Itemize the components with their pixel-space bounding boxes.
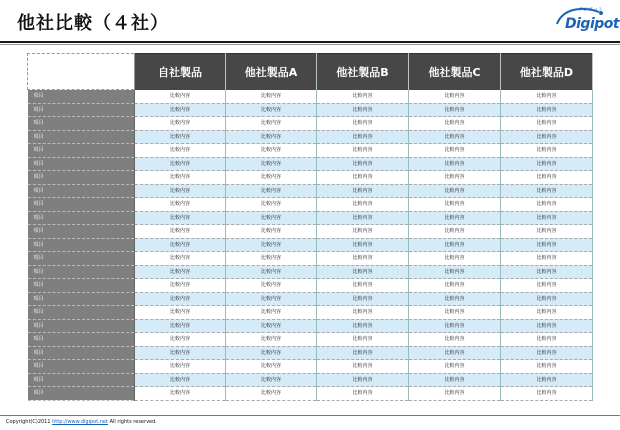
table-cell: 比較内容 <box>135 252 226 266</box>
page-title: 他社比較（４社） <box>17 13 169 34</box>
table-cell: 比較内容 <box>226 90 317 104</box>
copyright-footer <box>6 419 157 425</box>
table-cell: 比較内容 <box>317 387 409 401</box>
row-label: 項目 <box>28 211 135 225</box>
row-label: 項目 <box>28 333 135 347</box>
logo-tagline: デジポット <box>578 7 603 13</box>
table-row <box>28 306 593 320</box>
table-cell: 比較内容 <box>226 265 317 279</box>
table-cell: 比較内容 <box>226 306 317 320</box>
table-cell: 比較内容 <box>317 346 409 360</box>
table-cell: 比較内容 <box>409 117 501 131</box>
table-cell: 比較内容 <box>226 387 317 401</box>
table-cell: 比較内容 <box>135 225 226 239</box>
table-cell: 比較内容 <box>501 198 593 212</box>
table-cell: 比較内容 <box>501 252 593 266</box>
table-cell: 比較内容 <box>317 319 409 333</box>
table-cell: 比較内容 <box>409 387 501 401</box>
table-cell: 比較内容 <box>317 184 409 198</box>
table-cell: 比較内容 <box>226 252 317 266</box>
table-cell: 比較内容 <box>135 319 226 333</box>
table-cell: 比較内容 <box>226 157 317 171</box>
table-cell: 比較内容 <box>501 333 593 347</box>
table-cell: 比較内容 <box>409 103 501 117</box>
row-label: 項目 <box>28 144 135 158</box>
table-row <box>28 319 593 333</box>
table-cell: 比較内容 <box>501 117 593 131</box>
table-cell: 比較内容 <box>135 184 226 198</box>
table-cell: 比較内容 <box>409 306 501 320</box>
table-cell: 比較内容 <box>226 184 317 198</box>
column-header: 他社製品B <box>317 54 409 90</box>
table-row <box>28 157 593 171</box>
table-cell: 比較内容 <box>135 103 226 117</box>
table-cell: 比較内容 <box>501 238 593 252</box>
table-cell: 比較内容 <box>409 319 501 333</box>
row-label: 項目 <box>28 387 135 401</box>
table-cell: 比較内容 <box>317 292 409 306</box>
table-cell: 比較内容 <box>317 360 409 374</box>
table-cell: 比較内容 <box>135 265 226 279</box>
table-row <box>28 265 593 279</box>
table-cell: 比較内容 <box>226 319 317 333</box>
table-cell: 比較内容 <box>226 211 317 225</box>
table-row <box>28 90 593 104</box>
table-cell: 比較内容 <box>135 292 226 306</box>
table-cell: 比較内容 <box>135 306 226 320</box>
row-label: 項目 <box>28 360 135 374</box>
table-cell: 比較内容 <box>226 373 317 387</box>
table-cell: 比較内容 <box>409 198 501 212</box>
logo-name: Digipot <box>565 16 620 32</box>
table-cell: 比較内容 <box>317 198 409 212</box>
table-cell: 比較内容 <box>226 333 317 347</box>
table-cell: 比較内容 <box>409 373 501 387</box>
column-header: 自社製品 <box>135 54 226 90</box>
comparison-table <box>27 53 593 401</box>
table-cell: 比較内容 <box>409 225 501 239</box>
table-cell: 比較内容 <box>135 238 226 252</box>
table-row <box>28 333 593 347</box>
table-cell: 比較内容 <box>409 171 501 185</box>
table-row <box>28 238 593 252</box>
footer-rule <box>0 415 620 416</box>
table-cell: 比較内容 <box>501 360 593 374</box>
table-cell: 比較内容 <box>317 306 409 320</box>
table-cell: 比較内容 <box>135 360 226 374</box>
table-cell: 比較内容 <box>135 346 226 360</box>
table-cell: 比較内容 <box>501 211 593 225</box>
table-cell: 比較内容 <box>317 144 409 158</box>
row-label: 項目 <box>28 252 135 266</box>
table-cell: 比較内容 <box>317 117 409 131</box>
table-cell: 比較内容 <box>226 360 317 374</box>
table-cell: 比較内容 <box>317 252 409 266</box>
table-cell: 比較内容 <box>501 265 593 279</box>
row-label: 項目 <box>28 279 135 293</box>
table-cell: 比較内容 <box>501 103 593 117</box>
row-label: 項目 <box>28 292 135 306</box>
table-cell: 比較内容 <box>501 171 593 185</box>
corner-cell <box>28 54 135 90</box>
table-cell: 比較内容 <box>501 130 593 144</box>
table-cell: 比較内容 <box>501 387 593 401</box>
header-row <box>28 54 593 90</box>
table-cell: 比較内容 <box>135 144 226 158</box>
table-cell: 比較内容 <box>501 319 593 333</box>
website-link[interactable]: http://www.digipot.net <box>52 419 108 425</box>
table-cell: 比較内容 <box>501 184 593 198</box>
table-row <box>28 103 593 117</box>
row-label: 項目 <box>28 346 135 360</box>
table-row <box>28 130 593 144</box>
table-cell: 比較内容 <box>226 292 317 306</box>
table-cell: 比較内容 <box>317 225 409 239</box>
table-cell: 比較内容 <box>409 265 501 279</box>
table-cell: 比較内容 <box>226 171 317 185</box>
table-row <box>28 184 593 198</box>
table-cell: 比較内容 <box>226 238 317 252</box>
copyright-text: Copyright(C)2011 <box>6 419 53 425</box>
table-cell: 比較内容 <box>317 333 409 347</box>
table-cell: 比較内容 <box>501 292 593 306</box>
row-label: 項目 <box>28 130 135 144</box>
row-label: 項目 <box>28 171 135 185</box>
table-row <box>28 198 593 212</box>
row-label: 項目 <box>28 319 135 333</box>
table-cell: 比較内容 <box>409 279 501 293</box>
table-cell: 比較内容 <box>501 225 593 239</box>
table-cell: 比較内容 <box>409 157 501 171</box>
table-cell: 比較内容 <box>501 90 593 104</box>
table-cell: 比較内容 <box>409 144 501 158</box>
rights-text: All rights reserved. <box>107 419 157 425</box>
table-cell: 比較内容 <box>135 117 226 131</box>
row-label: 項目 <box>28 184 135 198</box>
row-label: 項目 <box>28 103 135 117</box>
table-row <box>28 225 593 239</box>
table-cell: 比較内容 <box>135 373 226 387</box>
table-cell: 比較内容 <box>501 373 593 387</box>
header-rule-thin <box>0 44 620 45</box>
table-cell: 比較内容 <box>409 130 501 144</box>
table-row <box>28 387 593 401</box>
table-cell: 比較内容 <box>135 387 226 401</box>
table-cell: 比較内容 <box>409 333 501 347</box>
table-cell: 比較内容 <box>501 144 593 158</box>
table-cell: 比較内容 <box>135 211 226 225</box>
row-label: 項目 <box>28 225 135 239</box>
table-cell: 比較内容 <box>226 130 317 144</box>
row-label: 項目 <box>28 373 135 387</box>
table-cell: 比較内容 <box>317 171 409 185</box>
table-cell: 比較内容 <box>226 117 317 131</box>
table-cell: 比較内容 <box>226 225 317 239</box>
table-row <box>28 171 593 185</box>
column-header: 他社製品C <box>409 54 501 90</box>
row-label: 項目 <box>28 157 135 171</box>
table-cell: 比較内容 <box>501 157 593 171</box>
header-rule <box>0 41 620 43</box>
table-row <box>28 346 593 360</box>
row-label: 項目 <box>28 265 135 279</box>
table-cell: 比較内容 <box>226 103 317 117</box>
table-row <box>28 292 593 306</box>
table-row <box>28 360 593 374</box>
table-cell: 比較内容 <box>135 171 226 185</box>
column-header: 他社製品A <box>226 54 317 90</box>
table-cell: 比較内容 <box>317 157 409 171</box>
table-cell: 比較内容 <box>317 103 409 117</box>
table-cell: 比較内容 <box>317 373 409 387</box>
table-cell: 比較内容 <box>317 265 409 279</box>
table-cell: 比較内容 <box>409 292 501 306</box>
table-cell: 比較内容 <box>409 211 501 225</box>
table-cell: 比較内容 <box>135 157 226 171</box>
row-label: 項目 <box>28 238 135 252</box>
table-row <box>28 144 593 158</box>
table-cell: 比較内容 <box>135 279 226 293</box>
digipot-logo <box>553 4 620 38</box>
table-row <box>28 252 593 266</box>
table-cell: 比較内容 <box>317 279 409 293</box>
table-cell: 比較内容 <box>226 346 317 360</box>
table-cell: 比較内容 <box>317 90 409 104</box>
table-cell: 比較内容 <box>317 130 409 144</box>
column-header: 他社製品D <box>501 54 593 90</box>
table-cell: 比較内容 <box>501 306 593 320</box>
table-cell: 比較内容 <box>501 279 593 293</box>
table-cell: 比較内容 <box>409 252 501 266</box>
table-cell: 比較内容 <box>226 144 317 158</box>
row-label: 項目 <box>28 198 135 212</box>
table-row <box>28 211 593 225</box>
table-cell: 比較内容 <box>409 90 501 104</box>
table-cell: 比較内容 <box>317 238 409 252</box>
table-cell: 比較内容 <box>135 333 226 347</box>
table-cell: 比較内容 <box>409 360 501 374</box>
table-row <box>28 117 593 131</box>
table-cell: 比較内容 <box>409 346 501 360</box>
table-cell: 比較内容 <box>226 198 317 212</box>
table-row <box>28 373 593 387</box>
row-label: 項目 <box>28 117 135 131</box>
table-row <box>28 279 593 293</box>
table-cell: 比較内容 <box>226 279 317 293</box>
table-cell: 比較内容 <box>501 346 593 360</box>
table-cell: 比較内容 <box>135 130 226 144</box>
table-cell: 比較内容 <box>135 198 226 212</box>
row-label: 項目 <box>28 90 135 104</box>
table-cell: 比較内容 <box>409 184 501 198</box>
row-label: 項目 <box>28 306 135 320</box>
table-cell: 比較内容 <box>409 238 501 252</box>
table-cell: 比較内容 <box>317 211 409 225</box>
table-cell: 比較内容 <box>135 90 226 104</box>
